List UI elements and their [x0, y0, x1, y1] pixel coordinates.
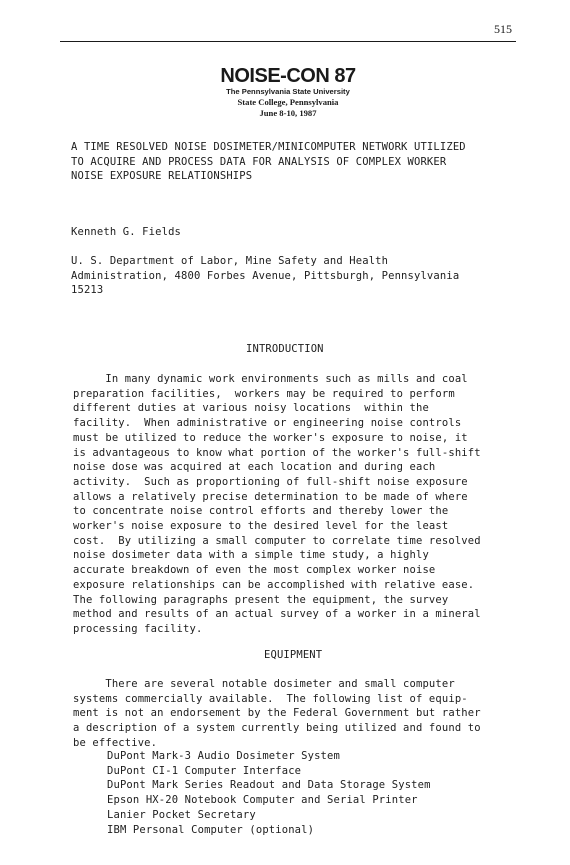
equipment-list-item: IBM Personal Computer (optional): [107, 823, 315, 836]
paper-title-line: TO ACQUIRE AND PROCESS DATA FOR ANALYSIS OF COMPLEX WORKER: [71, 155, 447, 168]
body-line: activity. Such as proportioning of full-shift noise exposure: [73, 475, 468, 488]
equipment-list: [107, 749, 431, 837]
equipment-list-item: DuPont Mark Series Readout and Data Storage System: [107, 779, 431, 792]
section-heading-introduction: INTRODUCTION: [246, 343, 324, 355]
body-line: exposure relationships can be accomplished with relative ease.: [73, 578, 475, 591]
body-line: must be utilized to reduce the worker's exposure to noise, it: [73, 431, 468, 444]
body-line: to concentrate noise control efforts and thereby lower the: [73, 505, 449, 518]
body-line: accurate breakdown of even the most complex worker noise: [73, 564, 436, 577]
equipment-list-item: DuPont Mark-3 Audio Dosimeter System: [107, 750, 340, 762]
conference-university: The Pennsylvania State University: [226, 87, 350, 96]
body-line: a description of a system currently being utilized and found to: [73, 722, 481, 735]
body-line: systems commercially available. The following list of equip-: [73, 692, 468, 705]
affiliation-line: U. S. Department of Labor, Mine Safety and Health: [71, 255, 389, 267]
body-line: allows a relatively precise determination to be made of where: [73, 490, 468, 503]
conference-masthead: [60, 66, 516, 119]
body-line: be effective.: [73, 736, 158, 749]
conference-dates: June 8-10, 1987: [259, 108, 317, 118]
author-affiliation: [71, 254, 459, 298]
body-line: processing facility.: [73, 622, 203, 635]
body-line: noise dosimeter data with a simple time study, a highly: [73, 549, 429, 562]
body-line: There are several notable dosimeter and small computer: [73, 678, 455, 690]
affiliation-line: Administration, 4800 Forbes Avenue, Pittsburgh, Pennsylvania: [71, 269, 460, 282]
section-heading-equipment: EQUIPMENT: [264, 649, 323, 661]
header-rule: [60, 41, 516, 42]
equipment-list-item: DuPont CI-1 Computer Interface: [107, 764, 302, 777]
body-line: The following paragraphs present the equipment, the survey: [73, 593, 449, 606]
conference-name: NOISE-CON 87: [220, 65, 356, 87]
conference-location: State College, Pennsylvania: [237, 97, 339, 107]
body-line: In many dynamic work environments such as mills and coal: [73, 373, 468, 385]
body-line: ment is not an endorsement by the Federal Government but rather: [73, 707, 481, 720]
body-line: method and results of an actual survey of a worker in a mineral: [73, 608, 481, 621]
affiliation-line: 15213: [71, 284, 104, 297]
body-line: noise dose was acquired at each location and during each: [73, 461, 436, 474]
page-number: 515: [494, 22, 512, 36]
author-name: Kenneth G. Fields: [71, 226, 182, 238]
body-line: cost. By utilizing a small computer to correlate time resolved: [73, 534, 481, 547]
body-line: worker's noise exposure to the desired level for the least: [73, 520, 449, 533]
body-line: is advantageous to know what portion of the worker's full-shift: [73, 446, 481, 459]
body-line: different duties at various noisy locations within the: [73, 402, 429, 415]
equipment-list-item: Lanier Pocket Secretary: [107, 808, 256, 821]
paper-title: [71, 140, 466, 184]
introduction-body: [73, 372, 481, 637]
body-line: preparation facilities, workers may be required to perform: [73, 387, 455, 400]
body-line: facility. When administrative or engineering noise controls: [73, 417, 462, 430]
equipment-body: [73, 677, 481, 751]
equipment-list-item: Epson HX-20 Notebook Computer and Serial Printer: [107, 794, 418, 807]
paper-title-line: A TIME RESOLVED NOISE DOSIMETER/MINICOMPUTER NETWORK UTILIZED: [71, 141, 466, 153]
paper-title-line: NOISE EXPOSURE RELATIONSHIPS: [71, 170, 253, 183]
